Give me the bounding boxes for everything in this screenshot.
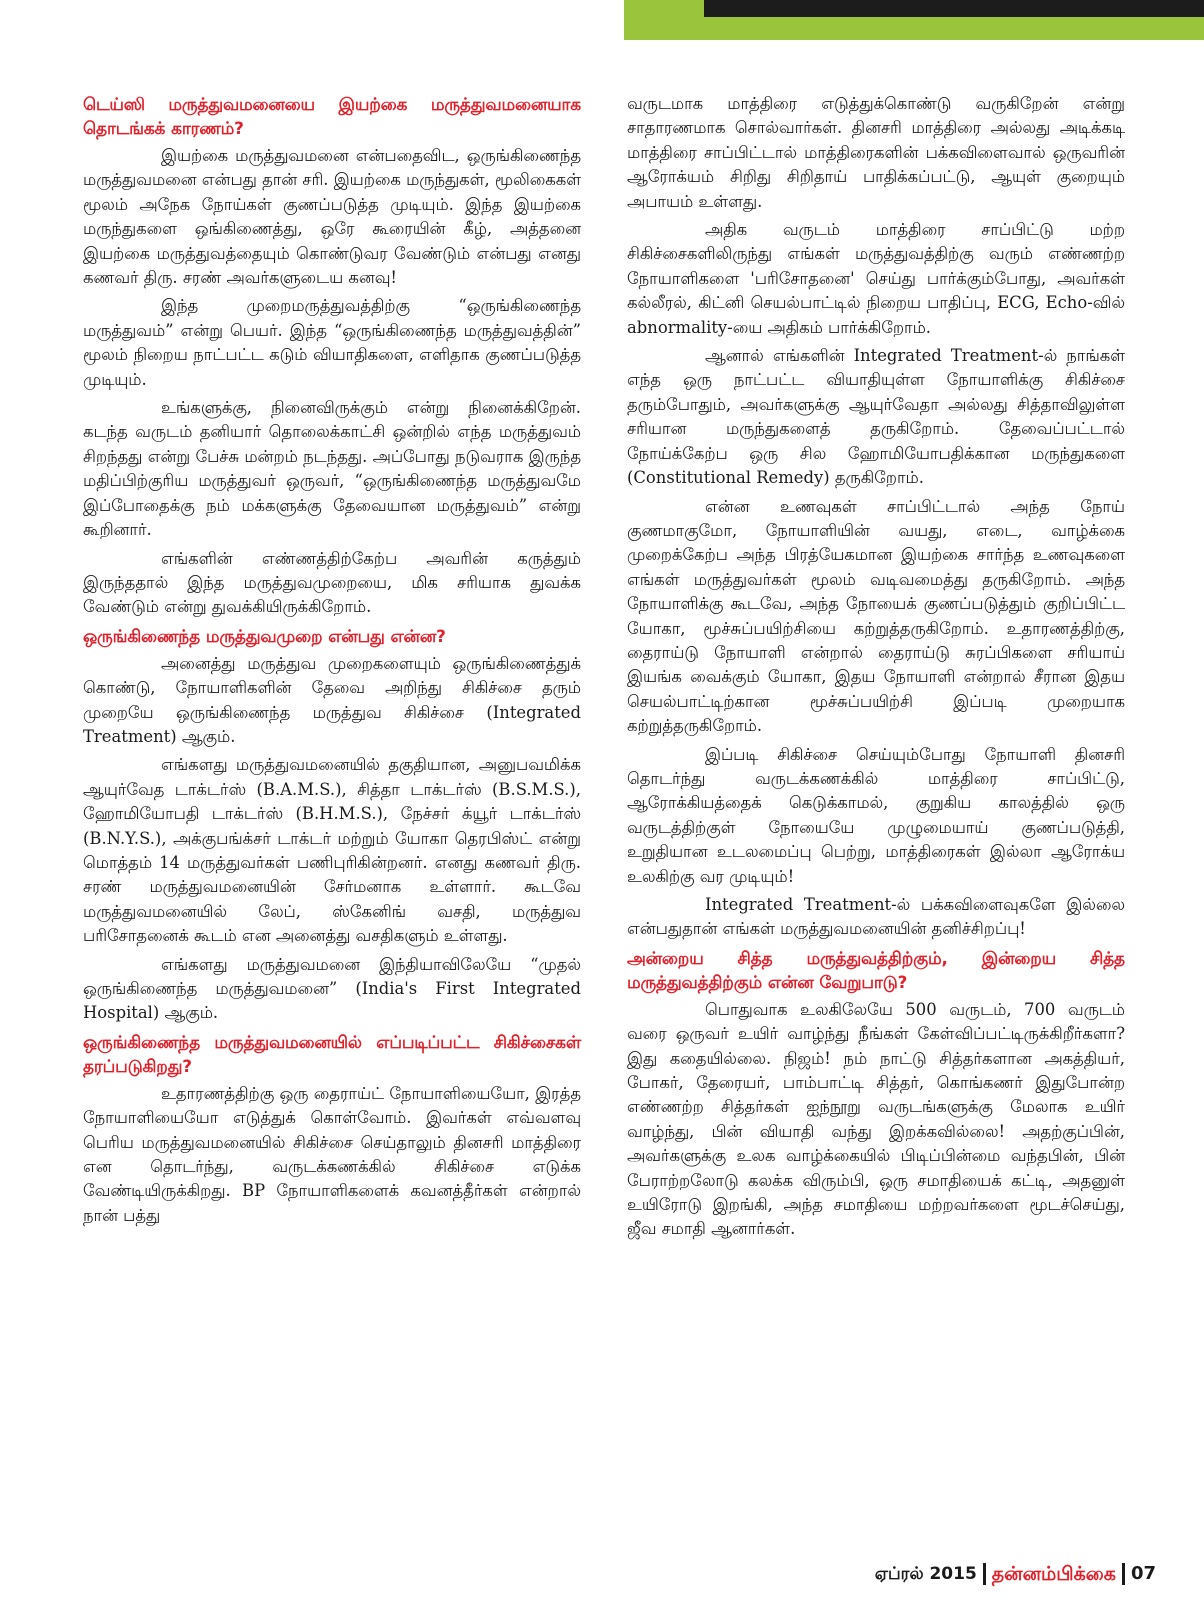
answer-paragraph: Integrated Treatment-ல் பக்கவிளைவுகளே இல்லை என்பதுதான் எங்கள் மருத்துவமனையின் தனிச்சிறப்பு! bbox=[627, 895, 1125, 939]
answer-paragraph: உங்களுக்கு, நினைவிருக்கும் என்று நினைக்கிறேன். கடந்த வருடம் தனியார் தொலைக்காட்சி ஒன்றில் எந்த மருத்துவம் சிறந்தது என்று பேச்சு மன்றம் நடந்தது. அப்போது நடுவராக இருந்த மதிப்பிற்குரிய மருத்துவர் ஒருவர், “ஒருங்கிணைந்த மருத்துவமே இப்போதைக்கு நம் மக்களுக்கு தேவையான மருத்துவம்” என்று கூறினார். bbox=[83, 398, 581, 540]
continued-paragraph: வருடமாக மாத்திரை எடுத்துக்கொண்டு வருகிறேன் என்று சாதாரணமாக சொல்வார்கள். தினசரி மாத்திரை அல்லது அடிக்கடி மாத்திரை சாப்பிட்டால் மாத்திரைகளின் பக்கவிளைவால் ஒருவரின் ஆரோக்யம் சிறிது சிறிதாய் பாதிக்கப்பட்டு, ஆயுள் குறையும் அபாயம் உள்ளது. bbox=[627, 94, 1125, 211]
question-heading-2: ஒருங்கிணைந்த மருத்துவமுறை என்பது என்ன? bbox=[83, 625, 446, 646]
question-heading-1: டெய்ஸி மருத்துவமனையை இயற்கை மருத்துவமனையாக தொடங்கக் காரணம்? bbox=[83, 94, 581, 138]
answer-paragraph: இப்படி சிகிச்சை செய்யும்போது நோயாளி தினசரி தொடர்ந்து வருடக்கணக்கில் மாத்திரை சாப்பிட்டு, ஆரோக்கியத்தைக் கெடுக்காமல், குறுகிய காலத்தில் ஒரு வருடத்திற்குள் நோயையே முழுமையாய் குணப்படுத்தி, உறுதியான உடலமைப்பு பெற்று, மாத்திரைகள் இல்லா ஆரோக்ய உலகிற்கு வர முடியும்! bbox=[627, 744, 1125, 886]
magazine-title: தன்னம்பிக்கை bbox=[986, 1563, 1125, 1585]
right-column bbox=[627, 92, 1125, 1246]
answer-paragraph: எங்களது மருத்துவமனையில் தகுதியான, அனுபவமிக்க ஆயுர்வேத டாக்டர்ஸ் (B.A.M.S.), சித்தா டாக்டர்ஸ் (B.S.M.S.), ஹோமியோபதி டாக்டர்ஸ் (B.H.M.S.), நேச்சர் க்யூர் டாக்டர்ஸ் (B.N.Y.S.), அக்குபங்க்சர் டாக்டர் மற்றும் யோகா தெரபிஸ்ட் என்று மொத்தம் 14 மருத்துவர்கள் பணிபுரிகின்றனர். எனது கணவர் திரு. சரண் மருத்துவமனையின் சேர்மனாக உள்ளார். கூடவே மருத்துவமனையில் லேப், ஸ்கேனிங் வசதி, மருத்துவ பரிசோதனைக் கூடம் என அனைத்து வசதிகளும் உள்ளது. bbox=[83, 755, 581, 946]
answer-paragraph: உதாரணத்திற்கு ஒரு தைராய்ட் நோயாளியையோ, இரத்த நோயாளியையோ எடுத்துக் கொள்வோம். இவர்கள் எவ்வளவு பெரிய மருத்துவமனையில் சிகிச்சை செய்தாலும் தினசரி மாத்திரை என தொடர்ந்து, வருடக்கணக்கில் சிகிச்சை எடுக்க வேண்டியிருக்கிறது. BP நோயாளிகளைக் கவனத்தீர்கள் என்றால் நான் பத்து bbox=[83, 1083, 581, 1225]
answer-paragraph: இயற்கை மருத்துவமனை என்பதைவிட, ஒருங்கிணைந்த மருத்துவமனை என்பது தான் சரி. இயற்கை மருந்துகள், மூலிகைகள் மூலம் அநேக நோய்கள் குணப்படுத்த முடியும். இந்த இயற்கை மருந்துகளை ஒங்கிணைத்து, ஒரே கூரையின் கீழ், அத்தனை இயற்கை மருத்துவத்தையும் கொண்டுவர வேண்டும் என்பது எனது கணவர் திரு. சரண் அவர்களுடைய கனவு! bbox=[83, 146, 581, 288]
page-footer bbox=[875, 1563, 1156, 1585]
answer-paragraph: என்ன உணவுகள் சாப்பிட்டால் அந்த நோய் குணமாகுமோ, நோயாளியின் வயது, எடை, வாழ்க்கை முறைக்கேற்ப அந்த பிரத்யேகமான இயற்கை சார்ந்த உணவுகளை எங்கள் மருத்துவர்கள் மூலம் வடிவமைத்து தருகிறோம். அந்த நோயாளிக்கு கூடவே, அந்த நோயைக் குணப்படுத்தும் குறிப்பிட்ட யோகா, மூச்சுப்பயிற்சியை கற்றுத்தருகிறோம். உதாரணத்திற்கு, தைராய்டு நோயாளி என்றால் தைராய்டு சுரப்பிகளை சரியாய் இயங்க வைக்கும் யோகா, இதய நோயாளி என்றால் சீரான இதய செயல்பாட்டிற்கான மூச்சுப்பயிற்சி இப்படி முறையாக கற்றுத்தருகிறோம். bbox=[627, 496, 1125, 736]
left-column bbox=[83, 92, 581, 1232]
answer-paragraph: அதிக வருடம் மாத்திரை சாப்பிட்டு மற்ற சிகிச்சைகளிலிருந்து எங்கள் மருத்துவத்திற்கு வரும் எண்ணற்ற நோயாளிகளை 'பரிசோதனை' செய்து பார்க்கும்போது, அவர்கள் கல்லீரல், கிட்னி செயல்பாட்டில் நிறைய பாதிப்பு, ECG, Echo-வில் abnormality-யை அதிகம் பார்க்கிறோம். bbox=[627, 220, 1125, 337]
question-heading-4: அன்றைய சித்த மருத்துவத்திற்கும், இன்றைய சித்த மருத்துவத்திற்கும் என்ன வேறுபாடு? bbox=[627, 947, 1125, 992]
top-decorative-bar bbox=[624, 0, 1204, 40]
answer-paragraph: இந்த முறைமருத்துவத்திற்கு “ஒருங்கிணைந்த மருத்துவம்” என்று பெயர். இந்த “ஒருங்கிணைந்த மருத்துவத்தின்” மூலம் நிறைய நாட்பட்ட கடும் வியாதிகளை, எளிதாக குணப்படுத்த முடியும். bbox=[83, 296, 581, 389]
issue-date: ஏப்ரல் 2015 bbox=[875, 1563, 986, 1585]
answer-paragraph: எங்களது மருத்துவமனை இந்தியாவிலேயே “முதல் ஒருங்கிணைந்த மருத்துவமனை” (India's First Integrated Hospital) ஆகும். bbox=[83, 954, 581, 1023]
answer-paragraph: எங்களின் எண்ணத்திற்கேற்ப அவரின் கருத்தும் இருந்ததால் இந்த மருத்துவமுறையை, மிக சரியாக துவக்க வேண்டும் என்று துவக்கியிருக்கிறோம். bbox=[83, 548, 581, 617]
page-number: 07 bbox=[1130, 1563, 1156, 1584]
top-dark-strip bbox=[704, 0, 1204, 17]
answer-paragraph: அனைத்து மருத்துவ முறைகளையும் ஒருங்கிணைத்துக் கொண்டு, நோயாளிகளின் தேவை அறிந்து சிகிச்சை தரும் முறையே ஒருங்கிணைந்த மருத்துவ சிகிச்சை (Integrated Treatment) ஆகும். bbox=[83, 653, 581, 746]
question-heading-3: ஒருங்கிணைந்த மருத்துவமனையில் எப்படிப்பட்ட சிகிச்சைகள் தரப்படுகிறது? bbox=[83, 1031, 581, 1076]
answer-paragraph: ஆனால் எங்களின் Integrated Treatment-ல் நாங்கள் எந்த ஒரு நாட்பட்ட வியாதியுள்ள நோயாளிக்கு சிகிச்சை தரும்போதும், அவர்களுக்கு ஆயுர்வேதா அல்லது சித்தாவிலுள்ள சரியான மருந்துகளைத் தருகிறோம். தேவைப்பட்டால் நோய்க்கேற்ப ஒரு சில ஹோமியோபதிக்கான மருந்துகளை (Constitutional Remedy) தருகிறோம். bbox=[627, 346, 1125, 488]
answer-paragraph: பொதுவாக உலகிலேயே 500 வருடம், 700 வருடம் வரை ஒருவர் உயிர் வாழ்ந்து நீங்கள் கேள்விப்பட்டிருக்கிறீர்களா? இது கதையில்லை. நிஜம்! நம் நாட்டு சித்தர்களான அகத்தியர், போகர், தேரையர், பாம்பாட்டி சித்தர், கொங்கணர் இதுபோன்ற எண்ணற்ற சித்தர்கள் ஐந்நூறு வருடங்களுக்கு மேலாக உயிர் வாழ்ந்து, பின் வியாதி வந்து இறக்கவில்லை! அதற்குப்பின், அவர்களுக்கு உலக வாழ்க்கையில் பிடிப்பின்மை வந்தபின், பின் பேராற்றலோடு கலக்க விரும்பி, ஒரு சமாதியைக் கட்டி, அதனுள் உயிரோடு இறங்கி, அந்த சமாதியை மற்றவர்களை மூடச்செய்து, ஜீவ சமாதி ஆனார்கள். bbox=[627, 999, 1125, 1239]
